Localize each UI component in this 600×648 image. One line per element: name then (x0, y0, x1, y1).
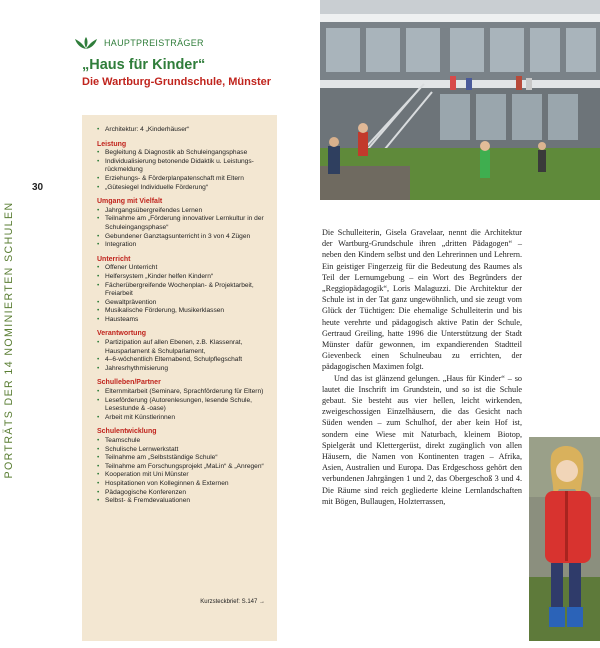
section-title-schulentwicklung: Schulentwicklung (97, 428, 157, 436)
page-number: 30 (32, 182, 44, 193)
brief-reference: Kurzsteckbrief: S.147 → (200, 599, 265, 605)
section-list-leistung (97, 149, 271, 192)
list-item: • „Gütesiegel Individuelle Förderung“ (97, 184, 271, 193)
list-item: • 4–6-wöchentlich Elternabend, Schulpflegschaft (97, 356, 271, 365)
laurel-icon (74, 36, 98, 50)
list-item: • Hospitationen von Kolleginnen & Externen (97, 480, 271, 489)
list-item: • Teilnahme am „Selbstständige Schule“ (97, 454, 271, 463)
list-item: • Gebundener Ganztagsunterricht in 3 von 4 Zügen (97, 233, 271, 242)
list-item: • Selbst- & Fremdevaluationen (97, 497, 271, 506)
list-item: • Integration (97, 241, 271, 250)
section-title-unterricht: Unterricht (97, 255, 131, 263)
list-item: • Teilnahme am Forschungsprojekt „MaLin“ & „Anregen“ (97, 463, 271, 472)
section-title-schulleben: Schulleben/Partner (97, 379, 161, 387)
section-list-schulentwicklung (97, 437, 271, 506)
page-title: „Haus für Kinder“ (82, 57, 206, 73)
child-photo (529, 437, 600, 641)
list-item: • Offener Unterricht (97, 264, 271, 273)
body-paragraph: Und das ist glänzend gelungen. „Haus für Kinder“ – so lautet die Inschrift im Grundstein, und so ist die Schule gebaut. Sie besteht aus vier hellen, leicht wirkenden, zweigeschossigen Einzelhäusern, die das Gesicht nach Süden wenden – zum Schulhof, der aber kein Hof ist, sondern eine Wiese mit Naturbach, kleinem Biotop, Spielgerät und Klettergerüst, direkt zugänglich von allen Häusern, die Namen von Kontinenten tragen – Afrika, Asien, Australien und Europa. Das Erdgeschoss gehört den verbundenen Jahrgängen 1 und 2, das Obergeschoß 3 und 4. Die Räume sind reich gegliederte kleine Lernlandschaften mit Bögen, Bullaugen, Holzterrassen, (322, 373, 522, 506)
section-list-schulleben (97, 388, 271, 422)
list-item: • Elternmitarbeit (Seminare, Sprachförderung für Eltern) (97, 388, 271, 397)
list-item: • Arbeit mit Künstlerinnen (97, 414, 271, 423)
section-list-verantwortung (97, 339, 271, 373)
section-title-vielfalt: Umgang mit Vielfalt (97, 198, 163, 206)
award-header (74, 36, 204, 50)
list-item: • Partizipation auf allen Ebenen, z.B. Klassenrat, Hausparlament & Schulparlament, (97, 339, 271, 356)
vertical-section-text: PORTRÄTS DER 14 NOMINIERTEN SCHULEN (3, 201, 15, 479)
section-list-unterricht (97, 264, 271, 324)
list-item: • Schulische Lernwerkstatt (97, 446, 271, 455)
list-item: • Hausteams (97, 316, 271, 325)
list-item: • Teamschule (97, 437, 271, 446)
list-item: • Leseförderung (Autorenlesungen, lesende Schule, Lesestunde & -oase) (97, 397, 271, 414)
list-item: • Individualisierung betonende Didaktik u. Leistungs-rückmeldung (97, 158, 271, 175)
list-item: • Begleitung & Diagnostik ab Schuleingangsphase (97, 149, 271, 158)
list-item: • Kooperation mit Uni Münster (97, 471, 271, 480)
section-list-vielfalt (97, 207, 271, 250)
list-item: • Musikalische Förderung, Musikerklassen (97, 307, 271, 316)
body-paragraph: Die Schulleiterin, Gisela Gravelaar, nennt die Architektur der Wartburg-Grundschule ihren „dritten Pädagogen“ – neben den Kindern selbst und den Lehrerinnen und Lehrern. Ein geistiger Fingerzeig für die Bedeutung des Raumes als Teil der Lernumgebung – ein Wort des Begründers der „Reggiopädagogik“, Loris Malaguzzi. Die Architektur der Schule ist in der Tat ganz ungewöhnlich, und sie zeugt vom Glück der Tüchtigen: Die ehemalige Schulleiterin und bis heute verehrte und pädagogisch aktive Patin der Schule, Gertraud Greiling, hatte 1996 die Unterstützung der Stadt Münster dafür gewonnen, im expandierenden Stadtteil Gievenbeck einen Schulneubau zu errichten, der pädagogischen Maximen folgt. (322, 228, 522, 372)
list-item: • Jahresrhythmisierung (97, 365, 271, 374)
list-item: • Erziehungs- & Förderplanpatenschaft mit Eltern (97, 175, 271, 184)
list-item: • Fächerübergreifende Wochenplan- & Projektarbeit, Freiarbeit (97, 282, 271, 299)
section-title-leistung: Leistung (97, 140, 127, 148)
award-label: HAUPTPREISTRÄGER (104, 38, 204, 48)
info-box (82, 115, 277, 641)
page-subtitle: Die Wartburg-Grundschule, Münster (82, 76, 272, 88)
school-building-photo (320, 0, 600, 200)
section-title-verantwortung: Verantwortung (97, 330, 147, 338)
list-item: • Pädagogische Konferenzen (97, 489, 271, 498)
list-item: • Teilnahme am „Förderung innovativer Lernkultur in der Schuleingangsphase“ (97, 215, 271, 232)
article-body (322, 227, 522, 507)
list-item: • Gewaltprävention (97, 299, 271, 308)
list-item: • Helfersystem „Kinder helfen Kindern“ (97, 273, 271, 282)
intro-list (97, 126, 271, 135)
list-item: • Jahrgangsübergreifendes Lernen (97, 207, 271, 216)
list-item: • Architektur: 4 „Kinderhäuser“ (97, 126, 271, 135)
